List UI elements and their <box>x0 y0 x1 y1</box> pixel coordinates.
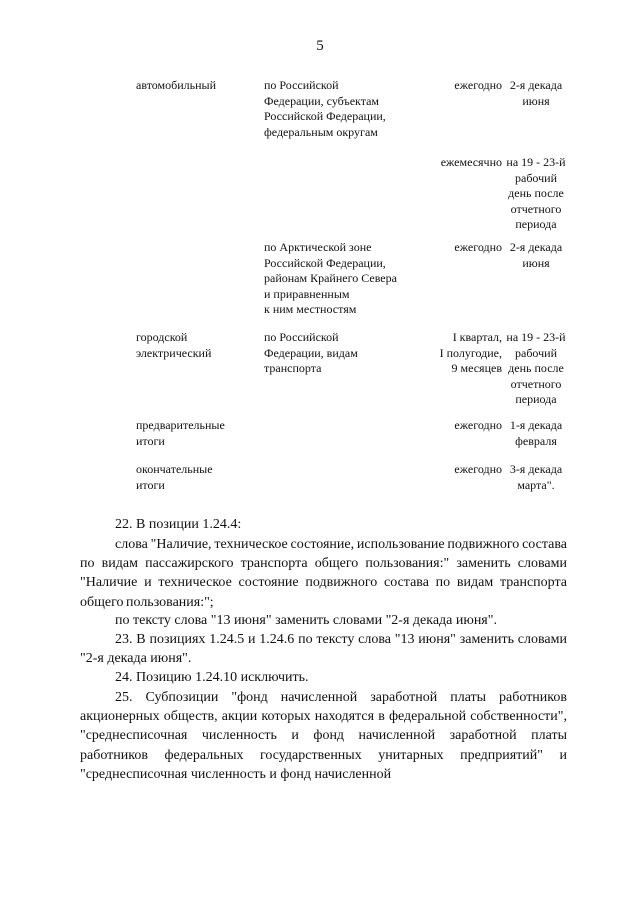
frequency-cell <box>418 240 502 256</box>
cell-line: ежемесячно <box>440 155 502 169</box>
cell-line: Федерации, субъектам <box>264 93 380 108</box>
cell-line: марта". <box>517 477 555 492</box>
cell-line: отчетного <box>510 376 562 391</box>
cell-line: рабочий <box>515 345 557 360</box>
paragraph-22-words: слова "Наличие, техническое состояние, использование подвижного состава по видам пассажирского транспорта общего пользования:" заменить словами "Наличие и техническое состояние подвижного состава по видам транспорта общего пользования:"; <box>80 537 567 610</box>
frequency-cell <box>418 330 502 377</box>
deadline-cell <box>501 418 571 449</box>
deadline-cell <box>501 240 571 271</box>
cell-line: периода <box>515 392 557 407</box>
paragraph-22-text: по тексту слова "13 июня" заменить словами "2-я декада июня". <box>115 613 497 628</box>
deadline-cell <box>501 155 571 233</box>
cell-line: Федерации, видам <box>264 345 358 360</box>
cell-line: июня <box>522 93 550 108</box>
cell-line: I квартал, <box>452 330 502 344</box>
deadline-cell <box>501 462 571 493</box>
cell-line: I полугодие, <box>439 345 502 360</box>
frequency-cell <box>418 155 502 171</box>
paragraph-23: 23. В позициях 1.24.5 и 1.24.6 по тексту слова "13 июня" заменить словами "2-я декада июня". <box>80 632 567 667</box>
cell-line: и приравненным <box>264 286 350 301</box>
cell-line: 9 месяцев <box>451 361 502 376</box>
cell-line: ежегодно <box>454 418 502 432</box>
cell-line: 2-я декада <box>509 240 563 254</box>
cell-line: 3-я декада <box>509 462 563 476</box>
cell-line: автомобильный <box>136 78 217 92</box>
cell-line: 2-я декада <box>509 78 563 92</box>
frequency-cell <box>418 78 502 94</box>
scope-cell <box>264 78 424 140</box>
transport-type-cell <box>136 418 254 449</box>
transport-type-cell <box>136 78 254 94</box>
cell-line: периода <box>515 217 557 232</box>
cell-line: на 19 - 23-й <box>506 330 566 344</box>
scope-cell <box>264 240 424 318</box>
cell-line: городской <box>136 330 188 344</box>
cell-line: федеральным округам <box>264 124 378 139</box>
paragraph-25: 25. Субпозиции "фонд начисленной заработной платы работников акционерных обществ, акции которых находятся в федеральной собственности", "среднесписочная численность и фонд начисленной заработной платы работников федеральных государственных унитарных предприятий" и "среднесписочная численность и фонд начисленной <box>80 690 567 782</box>
cell-line: электрический <box>136 345 212 360</box>
cell-line: по Российской <box>264 78 339 92</box>
cell-line: 1-я декада <box>509 418 563 432</box>
paragraph-22-title: 22. В позиции 1.24.4: <box>115 517 242 532</box>
cell-line: к ним местностям <box>264 302 357 317</box>
deadline-cell <box>501 330 571 408</box>
transport-type-cell <box>136 330 254 361</box>
cell-line: июня <box>522 255 550 270</box>
cell-line: районам Крайнего Севера <box>264 271 397 286</box>
cell-line: день после <box>508 186 564 201</box>
cell-line: Российской Федерации, <box>264 255 386 270</box>
cell-line: ежегодно <box>454 462 502 476</box>
cell-line: Российской Федерации, <box>264 109 386 124</box>
cell-line: ежегодно <box>454 240 502 254</box>
paragraph-24: 24. Позицию 1.24.10 исключить. <box>115 670 309 685</box>
scope-cell <box>264 330 424 377</box>
cell-line: окончательные <box>136 462 213 476</box>
cell-line: на 19 - 23-й <box>506 155 566 169</box>
frequency-cell <box>418 462 502 478</box>
cell-line: день после <box>508 361 564 376</box>
deadline-cell <box>501 78 571 109</box>
frequency-cell <box>418 418 502 434</box>
cell-line: итоги <box>136 477 165 492</box>
cell-line: по Российской <box>264 330 339 344</box>
cell-line: итоги <box>136 433 165 448</box>
cell-line: по Арктической зоне <box>264 240 372 254</box>
cell-line: транспорта <box>264 361 322 376</box>
cell-line: отчетного <box>510 201 562 216</box>
page-number: 5 <box>316 38 324 54</box>
cell-line: рабочий <box>515 170 557 185</box>
cell-line: ежегодно <box>454 78 502 92</box>
transport-type-cell <box>136 462 254 493</box>
cell-line: февраля <box>515 433 557 448</box>
cell-line: предварительные <box>136 418 225 432</box>
